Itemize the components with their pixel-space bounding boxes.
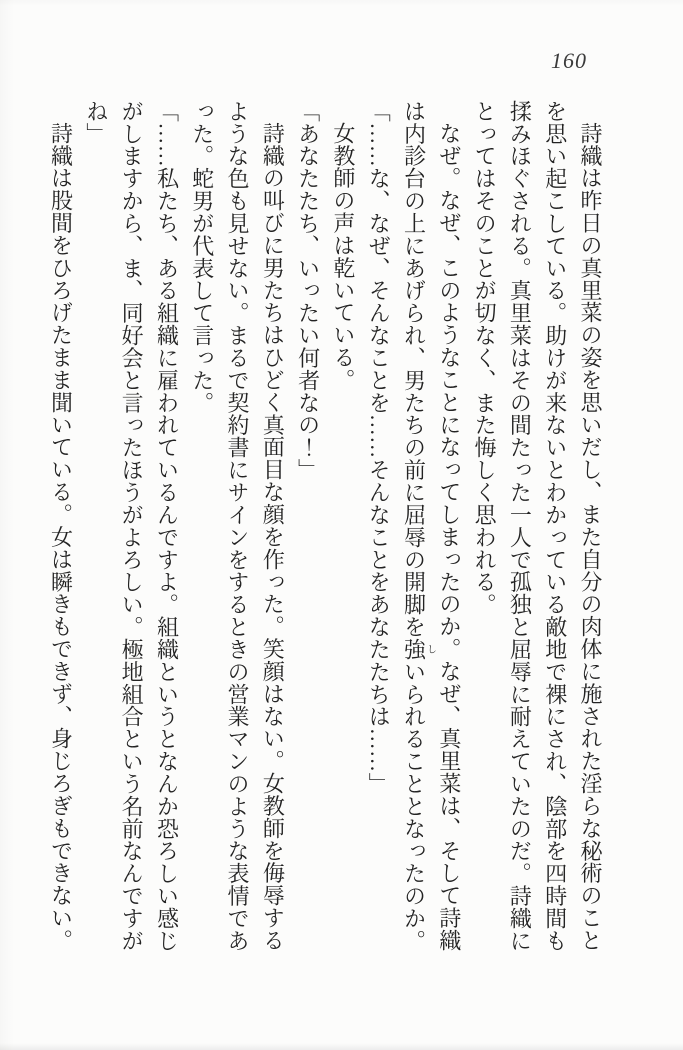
paragraph: 詩織の叫びに男たちはひどく真面目な顔を作った。笑顔はない。女教師を侮辱するような色も見せない。まるで契約書にサインをするときの営業マンのような表情であった。蛇男が代表して言った。 [189, 100, 286, 952]
ruby-annotated-text: 強し [401, 638, 436, 661]
paragraph: 詩織は昨日の真里菜の姿を思いだし、また自分の肉体に施された淫らな秘術のことを思い起こしている。助けが来ないとわかっている敵地で裸にされ、陰部を四時間も揉みほぐされる。真里菜はその間たった一人で孤独と屈辱に耐えていたのだ。詩織にとってはそのことが切なく、また悔しく思われる。 [472, 100, 603, 952]
paragraph: 「あなたたち、いったい何者なの！」 [295, 100, 321, 482]
paragraph: なぜ。なぜ、このようなことになってしまったのか。なぜ、真里菜は、そして詩織は内診台の上にあげられ、男たちの前に屈辱の開脚を強しいられることとなったのか。 [401, 100, 462, 952]
paragraph: 「……私たち、ある組織に雇われているんですよ。組織というとなんか恐ろしい感じがしますから、ま、同好会と言ったほうがよろしい。極地組合という名前なんですがね」 [83, 100, 180, 952]
paragraph: 女教師の声は乾いている。 [330, 122, 356, 392]
paragraph: 「……な、なぜ、そんなことを……そんなことをあなたたちは……」 [366, 100, 392, 796]
body-text [42, 100, 608, 954]
paragraph: 詩織は股間をひろげたまま聞いている。女は瞬きもできず、身じろぎもできない。 [48, 122, 74, 952]
page-number: 160 [551, 48, 587, 73]
